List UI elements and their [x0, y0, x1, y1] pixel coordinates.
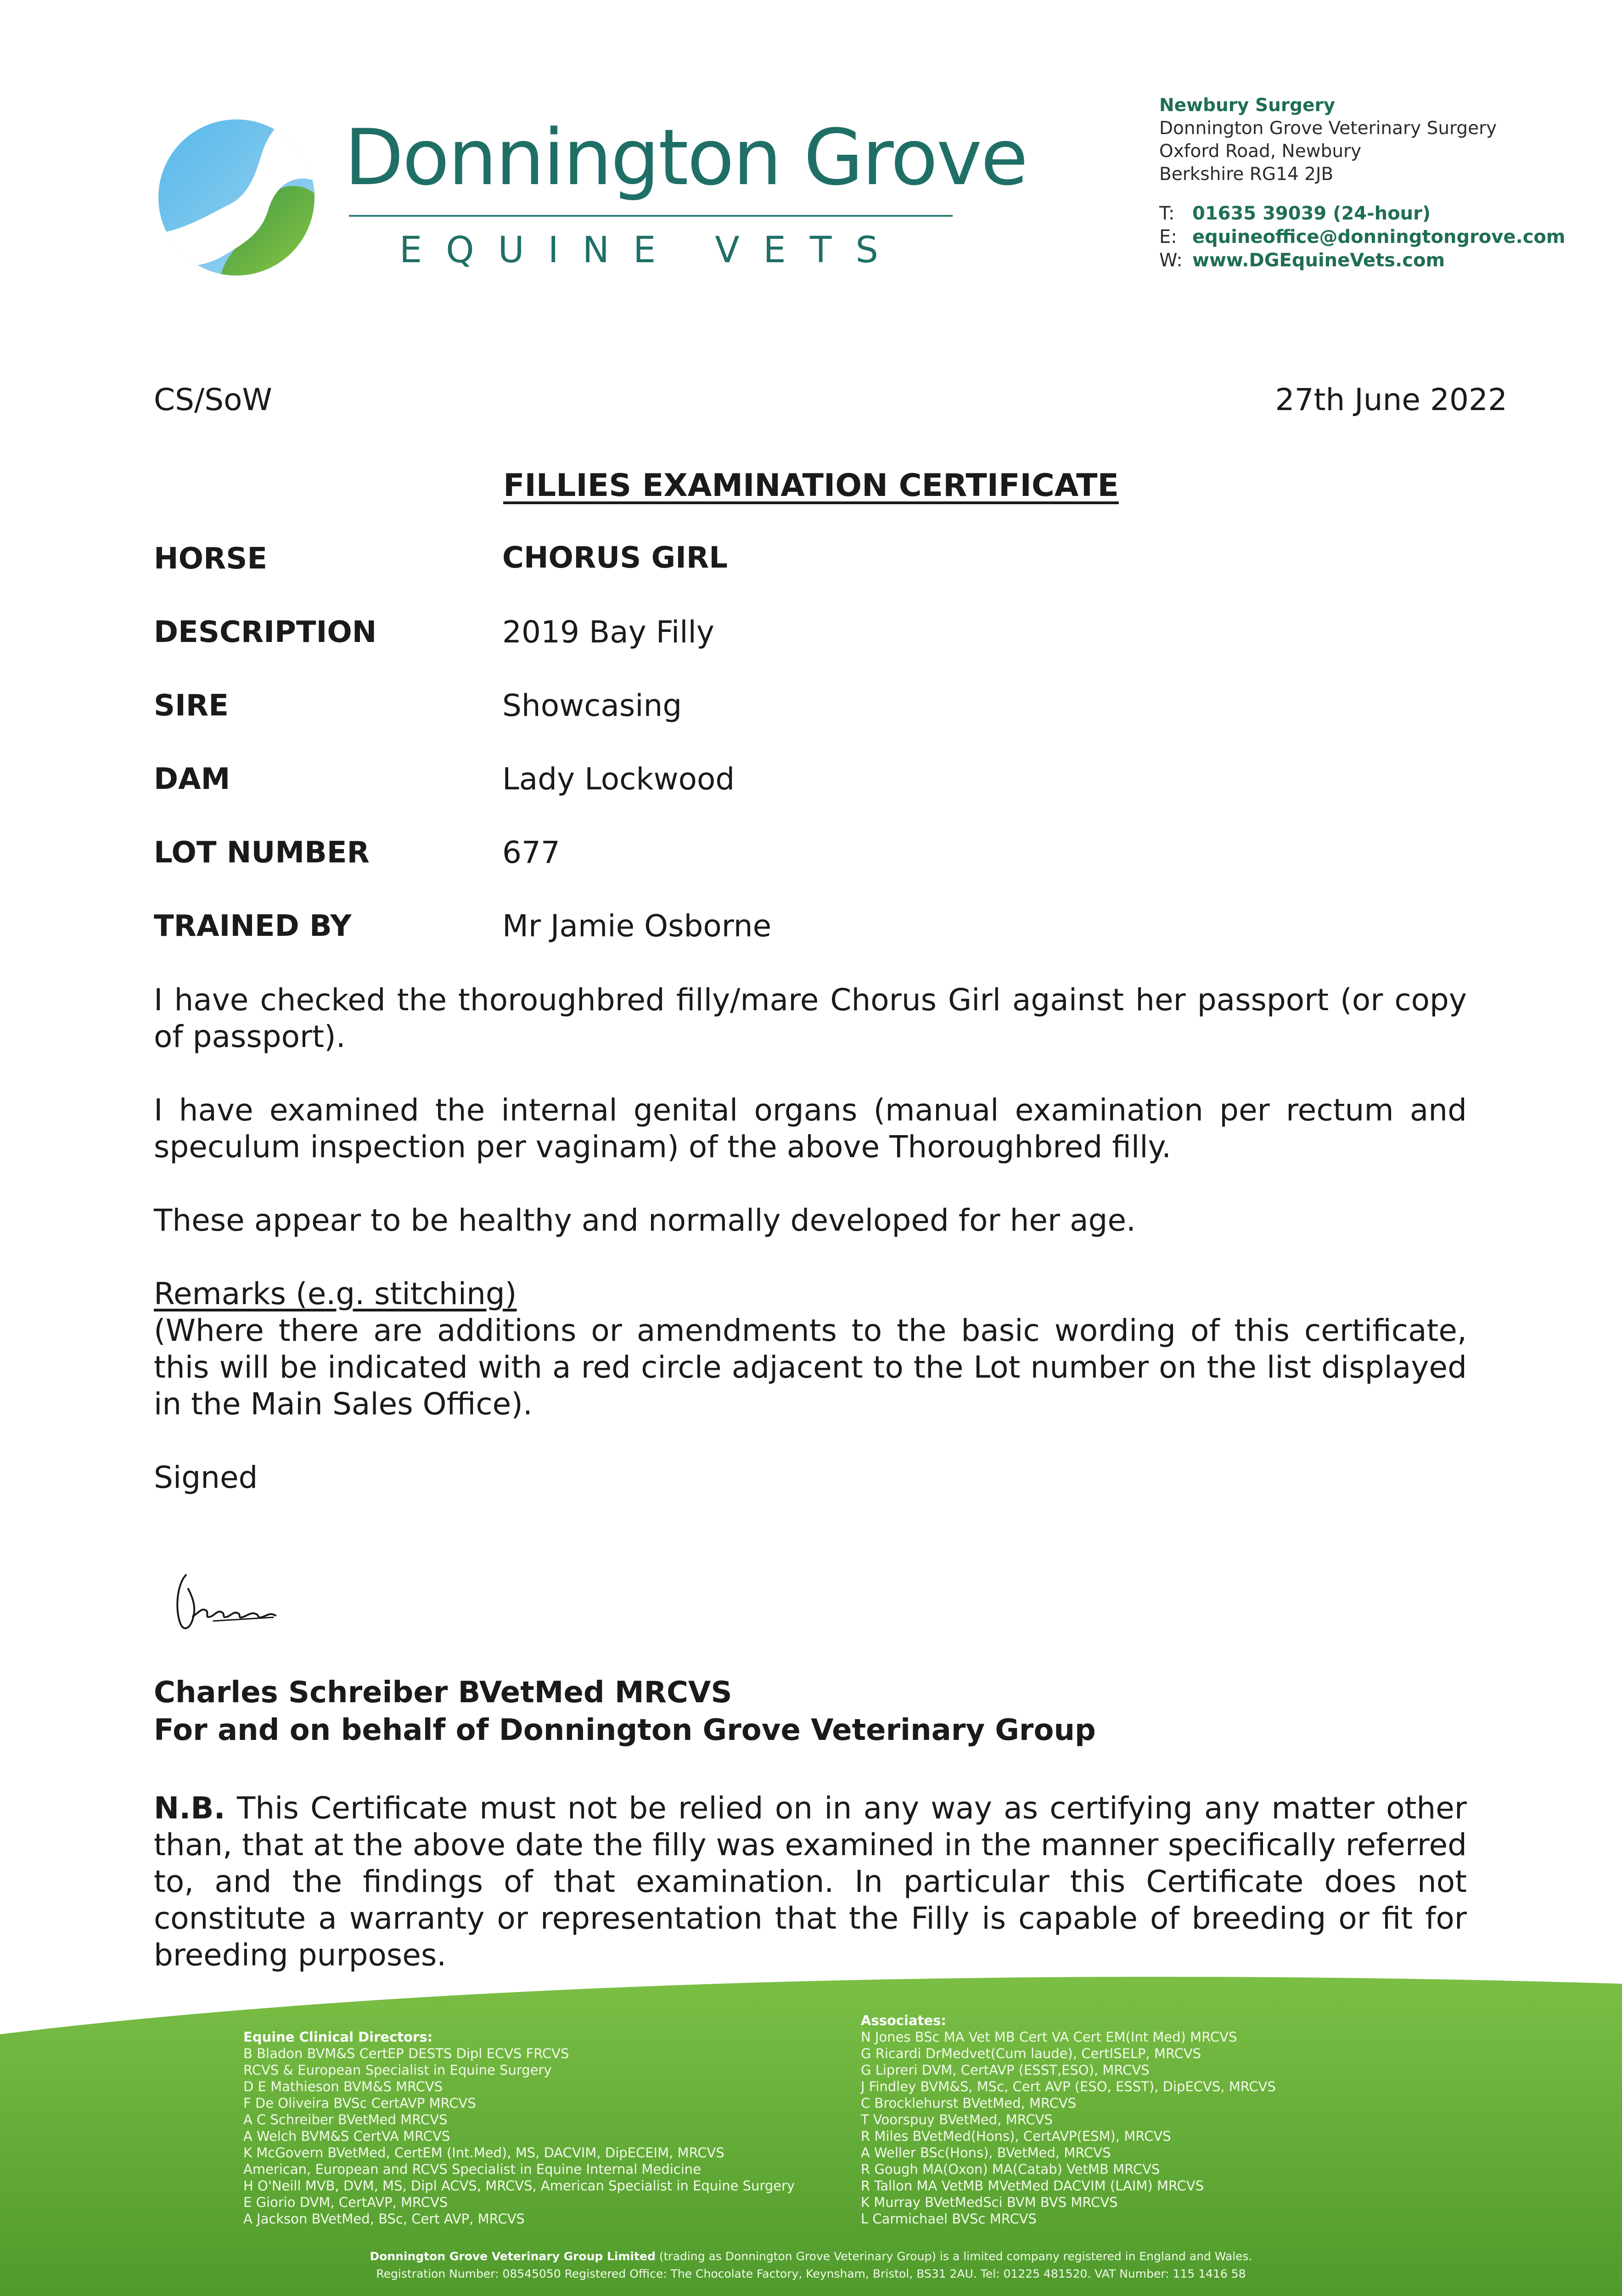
field-label-horse: HORSE [154, 542, 268, 576]
director-entry: B Bladon BVM&S CertEP DESTS Dipl ECVS FRCVS [243, 2046, 569, 2061]
legal-line-2: Registration Number: 08545050 Registered Office: The Chocolate Factory, Keynsham, Bristol, BS31 2AU. Tel: 01225 481520. VAT Number: 115 1416 58 [376, 2267, 1246, 2280]
logo-icon [156, 117, 317, 278]
legal-text: (trading as Donnington Grove Veterinary Group) is a limited company registered in England and Wales. [659, 2250, 1252, 2263]
examination-paragraph: I have examined the internal genital organs (manual examination per rectum and speculum inspection per vaginam) of the above Thoroughbred filly. [154, 1092, 1467, 1165]
associates-list [861, 2012, 1276, 2227]
contact-label: W: [1159, 250, 1183, 271]
logo-title: Donnington Grove [344, 113, 1027, 203]
associate-entry: G Ricardi DrMedvet(Cum laude), CertISELP, MRCVS [861, 2046, 1201, 2061]
director-entry: A Welch BVM&S CertVA MRCVS [243, 2128, 450, 2144]
associate-entry: K Murray BVetMedSci BVM BVS MRCVS [861, 2195, 1118, 2210]
field-value-trained-by: Mr Jamie Osborne [502, 908, 772, 944]
director-entry: F De Oliveira BVSc CertAVP MRCVS [243, 2095, 476, 2111]
field-label-lot-number: LOT NUMBER [154, 836, 370, 870]
address-line: Oxford Road, Newbury [1159, 141, 1362, 162]
logo-divider [349, 215, 953, 217]
associate-entry: N Jones BSc MA Vet MB Cert VA Cert EM(Int Med) MRCVS [861, 2029, 1237, 2045]
passport-check-paragraph: I have checked the thoroughbred filly/mare Chorus Girl against her passport (or copy of passport). [154, 982, 1467, 1054]
letter-date: 27th June 2022 [1275, 382, 1507, 417]
associate-entry: R Gough MA(Oxon) MA(Catab) VetMB MRCVS [861, 2161, 1160, 2177]
nb-text: This Certificate must not be relied on in any way as certifying any matter other than, that at the above date the filly was examined in the manner specifically referred to, and the findings of that examination. In particular this Certificate does not constitute a warranty or representation that the Filly is capable of breeding or fit for breeding purposes. [154, 1790, 1467, 1973]
health-statement: These appear to be healthy and normally developed for her age. [154, 1203, 1136, 1238]
field-label-sire: SIRE [154, 689, 229, 723]
signed-label: Signed [154, 1460, 258, 1495]
nb-disclaimer [154, 1790, 1467, 1974]
associates-heading: Associates: [861, 2013, 946, 2028]
associate-entry: G Lipreri DVM, CertAVP (ESST,ESO), MRCVS [861, 2062, 1150, 2078]
contact-block [1159, 202, 1566, 272]
associate-entry: C Brocklehurst BVetMed, MRCVS [861, 2095, 1077, 2111]
associate-entry: T Voorspuy BVetMed, MRCVS [861, 2112, 1053, 2127]
field-value-dam: Lady Lockwood [502, 761, 735, 797]
directors-list [243, 2029, 795, 2227]
director-entry: A Jackson BVetMed, BSc, Cert AVP, MRCVS [243, 2211, 525, 2227]
field-label-description: DESCRIPTION [154, 615, 377, 649]
certificate-title: FILLIES EXAMINATION CERTIFICATE [503, 467, 1119, 504]
director-entry: American, European and RCVS Specialist in Equine Internal Medicine [243, 2161, 702, 2177]
contact-email [1159, 225, 1566, 249]
director-entry: K McGovern BVetMed, CertEM (Int.Med), MS, DACVIM, DipECEIM, MRCVS [243, 2145, 724, 2161]
address-block [1159, 94, 1497, 186]
signature-image [168, 1557, 296, 1639]
associate-entry: R Tallon MA VetMB MVetMed DACVIM (LAIM) MRCVS [861, 2178, 1204, 2194]
contact-label: T: [1159, 203, 1175, 224]
nb-label: N.B. [154, 1790, 225, 1826]
website-link[interactable]: www.DGEquineVets.com [1192, 250, 1445, 271]
letter-reference: CS/SoW [154, 382, 272, 417]
remarks-section [154, 1276, 1467, 1423]
field-value-sire: Showcasing [502, 688, 682, 723]
contact-label: E: [1159, 226, 1177, 248]
director-entry: RCVS & European Specialist in Equine Surgery [243, 2062, 552, 2078]
legal-line-1 [0, 2248, 1622, 2265]
director-entry: D E Mathieson BVM&S MRCVS [243, 2079, 443, 2094]
field-value-description: 2019 Bay Filly [502, 614, 714, 650]
logo-subtitle: EQUINE VETS [399, 230, 902, 271]
company-name: Donnington Grove Veterinary Group Limited [370, 2250, 656, 2263]
remarks-text: (Where there are additions or amendments to the basic wording of this certificate, this will be indicated with a red circle adjacent to the Lot number on the list displayed in the Main Sales Office). [154, 1313, 1467, 1422]
address-line: Berkshire RG14 2JB [1159, 164, 1334, 185]
email-link[interactable]: equineoffice@donningtongrove.com [1192, 226, 1566, 248]
signatory-block [154, 1674, 1096, 1749]
field-label-trained-by: TRAINED BY [154, 909, 352, 943]
contact-web [1159, 249, 1566, 272]
associate-entry: R Miles BVetMed(Hons), CertAVP(ESM), MRCVS [861, 2128, 1171, 2144]
director-entry: H O'Neill MVB, DVM, MS, Dipl ACVS, MRCVS, American Specialist in Equine Surgery [243, 2178, 795, 2194]
address-line: Donnington Grove Veterinary Surgery [1159, 118, 1497, 139]
associate-entry: L Carmichael BVSc MRCVS [861, 2211, 1037, 2227]
director-entry: A C Schreiber BVetMed MRCVS [243, 2112, 448, 2127]
field-value-horse: CHORUS GIRL [502, 541, 728, 575]
field-value-lot-number: 677 [502, 835, 560, 870]
footer-legal [0, 2248, 1622, 2283]
contact-phone [1159, 202, 1566, 225]
surgery-name: Newbury Surgery [1159, 95, 1336, 116]
field-label-dam: DAM [154, 762, 230, 796]
remarks-heading: Remarks (e.g. stitching) [154, 1276, 517, 1311]
associate-entry: A Weller BSc(Hons), BVetMed, MRCVS [861, 2145, 1111, 2161]
directors-heading: Equine Clinical Directors: [243, 2029, 433, 2045]
associate-entry: J Findley BVM&S, MSc, Cert AVP (ESO, ESST), DipECVS, MRCVS [861, 2079, 1276, 2094]
signatory-behalf: For and on behalf of Donnington Grove Veterinary Group [154, 1713, 1096, 1747]
phone-number[interactable]: 01635 39039 (24-hour) [1192, 203, 1431, 224]
signatory-name: Charles Schreiber BVetMed MRCVS [154, 1676, 732, 1710]
director-entry: E Giorio DVM, CertAVP, MRCVS [243, 2195, 448, 2210]
